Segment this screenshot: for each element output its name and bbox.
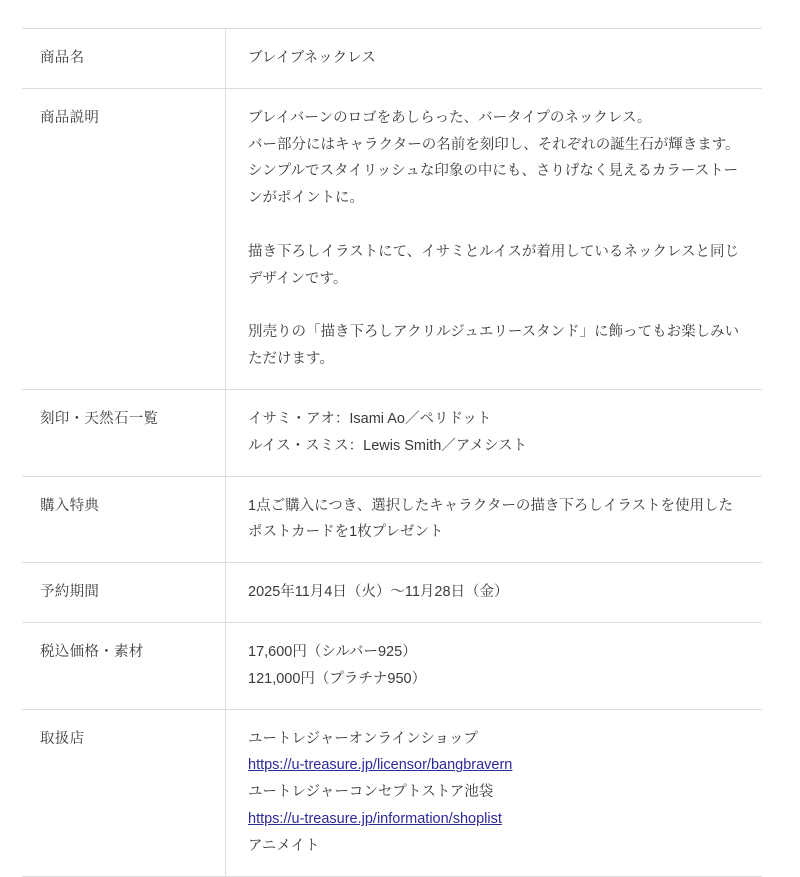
table-row bbox=[22, 563, 762, 623]
spec-label-purchase-bonus: 購入特典 bbox=[22, 476, 226, 563]
table-row bbox=[22, 88, 762, 389]
text-line: ユートレジャーオンラインショップ bbox=[248, 730, 478, 747]
spec-value-engraving-stones bbox=[226, 389, 763, 476]
text-line: ブレイバーンのロゴをあしらった、バータイプのネックレス。 bbox=[248, 109, 652, 126]
table-row bbox=[22, 29, 762, 89]
text-line: 17,600円（シルバー925） bbox=[248, 644, 417, 660]
spec-label-reservation-period: 予約期間 bbox=[22, 563, 226, 623]
text-line: 別売りの「描き下ろしアクリルジュエリースタンド」に飾ってもお楽しみいただけます。 bbox=[248, 324, 740, 368]
spec-value-retailers bbox=[226, 709, 763, 876]
spec-value-product-name bbox=[226, 29, 763, 89]
spec-value-purchase-bonus bbox=[226, 476, 763, 563]
shoplist-url[interactable]: https://u-treasure.jp/information/shoplist bbox=[248, 811, 502, 828]
text-line: 2025年11月4日（火）～11月28日（金） bbox=[248, 584, 509, 601]
online-shop-url[interactable]: https://u-treasure.jp/licensor/bangbravern bbox=[248, 757, 513, 774]
table-row bbox=[22, 389, 762, 476]
text-line: ブレイブネックレス bbox=[248, 50, 376, 66]
spec-table-body bbox=[22, 29, 762, 877]
text-line: アニメイト bbox=[248, 837, 320, 854]
text-line: 121,000円（プラチナ950） bbox=[248, 670, 427, 687]
product-spec-table bbox=[22, 28, 762, 877]
table-row bbox=[22, 709, 762, 876]
spec-label-price-material: 税込価格・素材 bbox=[22, 623, 226, 710]
text-line: イサミ・アオ：Isami Ao／ペリドット bbox=[248, 410, 492, 427]
spec-value-reservation-period bbox=[226, 563, 763, 623]
spec-label-retailers: 取扱店 bbox=[22, 709, 226, 876]
spec-value-product-description bbox=[226, 88, 763, 389]
spec-value-price-material bbox=[226, 623, 763, 710]
paragraph-gap bbox=[248, 293, 742, 320]
spec-label-engraving-stones: 刻印・天然石一覧 bbox=[22, 389, 226, 476]
paragraph-gap bbox=[248, 212, 742, 239]
text-line: ユートレジャーコンセプトストア池袋 bbox=[248, 784, 494, 801]
text-line: 1点ご購入につき、選択したキャラクターの描き下ろしイラストを使用したポストカードを1枚プレゼント bbox=[248, 497, 733, 541]
text-line: シンプルでスタイリッシュな印象の中にも、さりげなく見えるカラーストーンがポイントに。 bbox=[248, 163, 739, 207]
retailer-link-shoplist[interactable] bbox=[248, 806, 742, 833]
text-line: ルイス・スミス：Lewis Smith／アメシスト bbox=[248, 437, 527, 454]
table-row bbox=[22, 623, 762, 710]
text-line: バー部分にはキャラクターの名前を刻印し、それぞれの誕生石が輝きます。 bbox=[248, 136, 740, 153]
table-row bbox=[22, 476, 762, 563]
text-line: 描き下ろしイラストにて、イサミとルイスが着用しているネックレスと同じデザインです。 bbox=[248, 243, 739, 287]
spec-label-product-name: 商品名 bbox=[22, 29, 226, 89]
retailer-link-online-shop[interactable] bbox=[248, 752, 742, 779]
spec-label-product-description: 商品説明 bbox=[22, 88, 226, 389]
